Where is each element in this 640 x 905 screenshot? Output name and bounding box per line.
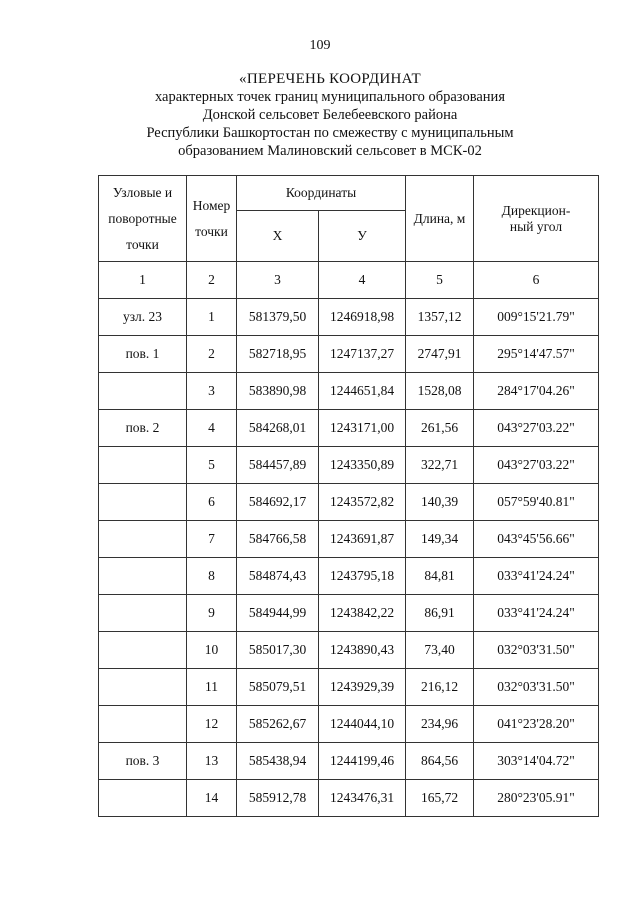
point-number-cell: 10 — [187, 632, 237, 669]
title-main: «ПЕРЕЧЕНЬ КООРДИНАТ — [239, 71, 421, 87]
table-row — [99, 336, 599, 373]
table-row — [99, 447, 599, 484]
header-coordinates: Координаты — [237, 176, 406, 211]
length-cell: 140,39 — [406, 484, 474, 521]
x-coordinate-cell: 584457,89 — [237, 447, 319, 484]
coordinates-table — [98, 175, 599, 817]
node-cell — [99, 521, 187, 558]
point-number-cell: 1 — [187, 299, 237, 336]
column-number: 2 — [187, 262, 237, 299]
table-row — [99, 743, 599, 780]
title-line-2: Донской сельсовет Белебеевского района — [202, 107, 458, 123]
y-coordinate-cell: 1243350,89 — [319, 447, 406, 484]
node-cell — [99, 447, 187, 484]
node-cell: пов. 2 — [99, 410, 187, 447]
direction-angle-cell: 033°41'24.24" — [474, 595, 599, 632]
y-coordinate-cell: 1243476,31 — [319, 780, 406, 817]
y-coordinate-cell: 1244199,46 — [319, 743, 406, 780]
title-line-4: образованием Малиновский сельсовет в МСК-02 — [178, 143, 482, 159]
column-number: 6 — [474, 262, 599, 299]
node-cell: пов. 3 — [99, 743, 187, 780]
x-coordinate-cell: 585912,78 — [237, 780, 319, 817]
length-cell: 216,12 — [406, 669, 474, 706]
node-cell — [99, 706, 187, 743]
length-cell: 86,91 — [406, 595, 474, 632]
direction-angle-cell: 295°14'47.57" — [474, 336, 599, 373]
length-cell: 322,71 — [406, 447, 474, 484]
column-number: 3 — [237, 262, 319, 299]
header-x: X — [237, 211, 319, 262]
point-number-cell: 3 — [187, 373, 237, 410]
page-number: 109 — [309, 38, 331, 53]
header-y: У — [319, 211, 406, 262]
table-body — [99, 299, 599, 817]
table-row — [99, 299, 599, 336]
table-row — [99, 669, 599, 706]
direction-angle-cell: 033°41'24.24" — [474, 558, 599, 595]
column-number: 1 — [99, 262, 187, 299]
point-number-cell: 6 — [187, 484, 237, 521]
node-cell — [99, 632, 187, 669]
y-coordinate-cell: 1243171,00 — [319, 410, 406, 447]
x-coordinate-cell: 583890,98 — [237, 373, 319, 410]
y-coordinate-cell: 1243795,18 — [319, 558, 406, 595]
y-coordinate-cell: 1243842,22 — [319, 595, 406, 632]
length-cell: 864,56 — [406, 743, 474, 780]
length-cell: 2747,91 — [406, 336, 474, 373]
point-number-cell: 9 — [187, 595, 237, 632]
point-number-cell: 13 — [187, 743, 237, 780]
length-cell: 234,96 — [406, 706, 474, 743]
direction-angle-cell: 032°03'31.50" — [474, 632, 599, 669]
point-number-cell: 12 — [187, 706, 237, 743]
direction-angle-cell: 043°27'03.22" — [474, 410, 599, 447]
direction-angle-cell: 057°59'40.81" — [474, 484, 599, 521]
node-cell: узл. 23 — [99, 299, 187, 336]
y-coordinate-cell: 1244044,10 — [319, 706, 406, 743]
node-cell — [99, 780, 187, 817]
y-coordinate-cell: 1243890,43 — [319, 632, 406, 669]
point-number-cell: 5 — [187, 447, 237, 484]
table-row — [99, 558, 599, 595]
point-number-cell: 7 — [187, 521, 237, 558]
table-row — [99, 780, 599, 817]
x-coordinate-cell: 584944,99 — [237, 595, 319, 632]
x-coordinate-cell: 585079,51 — [237, 669, 319, 706]
node-cell — [99, 669, 187, 706]
length-cell: 149,34 — [406, 521, 474, 558]
point-number-cell: 8 — [187, 558, 237, 595]
title-line-3: Республики Башкортостан по смежеству с муниципальным — [146, 125, 514, 141]
point-number-cell: 2 — [187, 336, 237, 373]
column-number: 4 — [319, 262, 406, 299]
x-coordinate-cell: 584766,58 — [237, 521, 319, 558]
table-row — [99, 373, 599, 410]
y-coordinate-cell: 1243572,82 — [319, 484, 406, 521]
table-row — [99, 410, 599, 447]
table-row — [99, 484, 599, 521]
document-title — [40, 70, 620, 160]
x-coordinate-cell: 585262,67 — [237, 706, 319, 743]
direction-angle-cell: 303°14'04.72" — [474, 743, 599, 780]
y-coordinate-cell: 1243929,39 — [319, 669, 406, 706]
table-row — [99, 632, 599, 669]
x-coordinate-cell: 582718,95 — [237, 336, 319, 373]
y-coordinate-cell: 1246918,98 — [319, 299, 406, 336]
column-number: 5 — [406, 262, 474, 299]
table-row — [99, 595, 599, 632]
x-coordinate-cell: 584692,17 — [237, 484, 319, 521]
header-length: Длина, м — [406, 176, 474, 262]
node-cell — [99, 373, 187, 410]
direction-angle-cell: 043°27'03.22" — [474, 447, 599, 484]
direction-angle-cell: 009°15'21.79" — [474, 299, 599, 336]
length-cell: 261,56 — [406, 410, 474, 447]
table-row — [99, 521, 599, 558]
y-coordinate-cell: 1243691,87 — [319, 521, 406, 558]
direction-angle-cell: 284°17'04.26" — [474, 373, 599, 410]
header-point-number: Номер точки — [187, 176, 237, 262]
x-coordinate-cell: 581379,50 — [237, 299, 319, 336]
column-number-row — [99, 262, 599, 299]
node-cell: пов. 1 — [99, 336, 187, 373]
y-coordinate-cell: 1247137,27 — [319, 336, 406, 373]
direction-angle-cell: 043°45'56.66" — [474, 521, 599, 558]
x-coordinate-cell: 584268,01 — [237, 410, 319, 447]
x-coordinate-cell: 584874,43 — [237, 558, 319, 595]
x-coordinate-cell: 585438,94 — [237, 743, 319, 780]
length-cell: 1528,08 — [406, 373, 474, 410]
node-cell — [99, 558, 187, 595]
point-number-cell: 4 — [187, 410, 237, 447]
header-node: Узловые и поворотные точки — [99, 176, 187, 262]
direction-angle-cell: 032°03'31.50" — [474, 669, 599, 706]
x-coordinate-cell: 585017,30 — [237, 632, 319, 669]
point-number-cell: 14 — [187, 780, 237, 817]
point-number-cell: 11 — [187, 669, 237, 706]
node-cell — [99, 484, 187, 521]
length-cell: 84,81 — [406, 558, 474, 595]
length-cell: 1357,12 — [406, 299, 474, 336]
direction-angle-cell: 280°23'05.91" — [474, 780, 599, 817]
node-cell — [99, 595, 187, 632]
table-row — [99, 706, 599, 743]
y-coordinate-cell: 1244651,84 — [319, 373, 406, 410]
length-cell: 73,40 — [406, 632, 474, 669]
title-line-1: характерных точек границ муниципального образования — [155, 89, 505, 105]
header-direction-angle: Дирекцион- ный угол — [474, 176, 599, 262]
direction-angle-cell: 041°23'28.20" — [474, 706, 599, 743]
length-cell: 165,72 — [406, 780, 474, 817]
